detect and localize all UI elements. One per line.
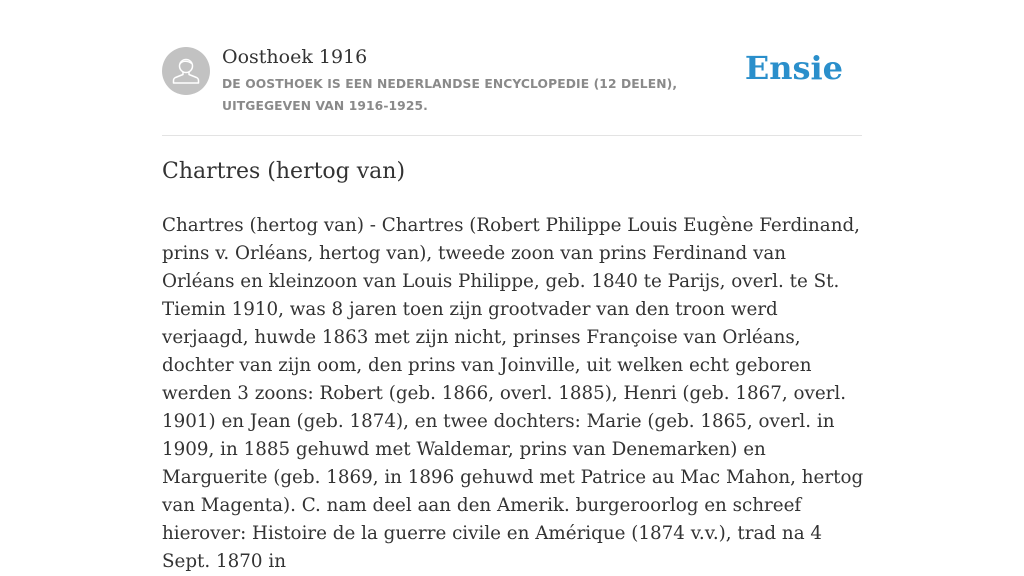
source-description: DE OOSTHOEK IS EEN NEDERLANDSE ENCYCLOPEDIE (12 DELEN), UITGEGEVEN VAN 1916-1925.: [222, 77, 678, 113]
ensie-logo[interactable]: Ensie: [744, 49, 843, 87]
entry-title: Chartres (hertog van): [162, 159, 406, 184]
source-header: [162, 45, 862, 136]
source-name-link[interactable]: Oosthoek 1916: [222, 46, 368, 68]
entry-body: Chartres (hertog van) - Chartres (Robert Philippe Louis Eugène Ferdinand, prins v. Orléans, hertog van), tweede zoon van prins Ferdinand van Orléans en kleinzoon van Louis Philippe, geb. 1840 te Parijs, overl. te St. Tiemin 1910, was 8 jaren toen zijn grootvader van den troon werd verjaagd, huwde 1863 met zijn nicht, prinses Françoise van Orléans, dochter van zijn oom, den prins van Joinville, uit welken echt geboren werden 3 zoons: Robert (geb. 1866, overl. 1885), Henri (geb. 1867, overl. 1901) en Jean (geb. 1874), en twee dochters: Marie (geb. 1865, overl. in 1909, in 1885 gehuwd met Waldemar, prins van Denemarken) en Marguerite (geb. 1869, in 1896 gehuwd met Patrice au Mac Mahon, hertog van Magenta). C. nam deel aan den Amerik. burgeroorlog en schreef hierover: Histoire de la guerre civile en Amérique (1874 v.v.), trad na 4 Sept. 1870 in: [162, 215, 864, 572]
source-avatar[interactable]: [162, 47, 210, 95]
user-silhouette-icon: [162, 47, 210, 95]
